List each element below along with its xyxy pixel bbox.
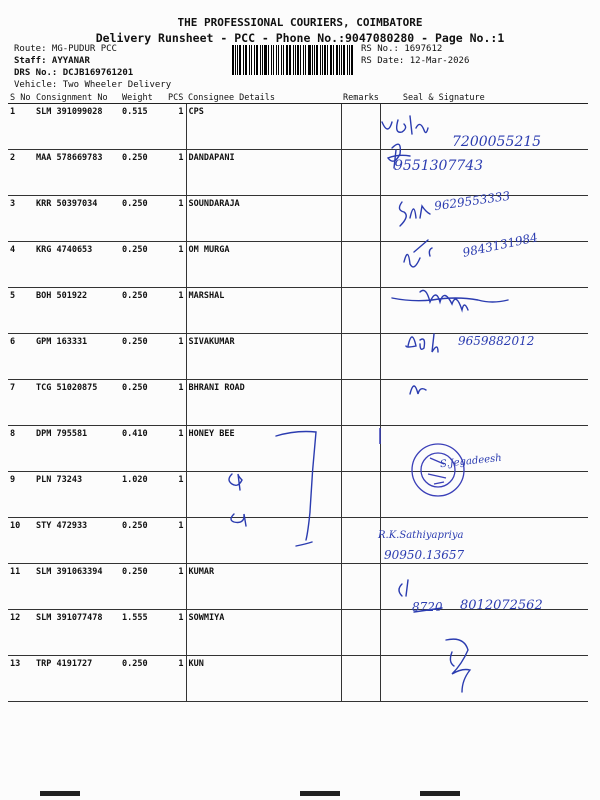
row-consignment: SLM 391077478: [34, 610, 120, 656]
row-consignment: SLM 391063394: [34, 564, 120, 610]
row-consignee: DANDAPANI: [186, 150, 341, 196]
barcode-bar: [312, 45, 313, 75]
row-pcs: 1: [166, 334, 186, 380]
row4-phone-ink: 9843131984: [461, 230, 539, 260]
table-row: [8, 380, 588, 426]
row-consignee: SOUNDARAJA: [186, 196, 341, 242]
barcode-bar: [320, 45, 321, 75]
row-pcs: 1: [166, 426, 186, 472]
row2-phone-ink: 9551307743: [394, 158, 484, 174]
route-label: Route: MG-PUDUR PCC: [14, 44, 117, 54]
barcode-bar: [293, 45, 294, 75]
row-consignment: KRR 50397034: [34, 196, 120, 242]
col-weight: Weight: [120, 92, 166, 104]
row-consignee: BHRANI ROAD: [186, 380, 341, 426]
row-pcs: 1: [166, 150, 186, 196]
row-consignee: CPS: [186, 104, 341, 150]
barcode-bar: [295, 45, 296, 75]
scan-edge-mark: [300, 791, 340, 796]
barcode-bar: [300, 45, 301, 75]
barcode-bar: [273, 45, 274, 75]
row-remarks: [341, 288, 381, 334]
barcode-bar: [347, 45, 348, 75]
table-row: [8, 150, 588, 196]
barcode-bar: [278, 45, 280, 75]
row-consignment: KRG 4740653: [34, 242, 120, 288]
barcode-bar: [351, 45, 353, 75]
barcode-bar: [349, 45, 350, 75]
row-sno: 11: [8, 564, 34, 610]
barcode-bar: [324, 45, 326, 75]
barcode-bar: [254, 45, 256, 75]
row-consignee: KUMAR: [186, 564, 341, 610]
barcode-bar: [235, 45, 236, 75]
row-remarks: [341, 334, 381, 380]
drs-label: DRS No.: DCJB169761201: [14, 68, 134, 78]
row-weight: 0.250: [120, 518, 166, 564]
row-remarks: [341, 380, 381, 426]
row-remarks: [341, 610, 381, 656]
row-sno: 13: [8, 656, 34, 702]
col-consignment: Consignment No: [34, 92, 120, 104]
row-pcs: 1: [166, 288, 186, 334]
row-remarks: [341, 564, 381, 610]
row-consignee: MARSHAL: [186, 288, 341, 334]
barcode-bar: [283, 45, 284, 75]
row-consignee: SIVAKUMAR: [186, 334, 341, 380]
row-weight: 1.555: [120, 610, 166, 656]
row-consignment: TCG 51020875: [34, 380, 120, 426]
barcode-bar: [289, 45, 291, 75]
company-name: THE PROFESSIONAL COURIERS, COIMBATORE: [177, 16, 423, 29]
col-sno: S No: [8, 92, 34, 104]
row-pcs: 1: [166, 518, 186, 564]
barcode-bar: [308, 45, 310, 75]
barcode-bar: [303, 45, 304, 75]
row-weight: 0.250: [120, 656, 166, 702]
row-sno: 3: [8, 196, 34, 242]
barcode-bar: [268, 45, 269, 75]
barcode-bar: [249, 45, 250, 75]
barcode-bar: [264, 45, 266, 75]
row-consignment: DPM 795581: [34, 426, 120, 472]
vehicle-label: Vehicle: Two Wheeler Delivery: [14, 80, 172, 90]
barcode-bar: [330, 45, 332, 75]
table-row: [8, 472, 588, 518]
barcode-bar: [333, 45, 334, 75]
row-pcs: 1: [166, 242, 186, 288]
row-weight: 0.250: [120, 196, 166, 242]
row-remarks: [341, 150, 381, 196]
row-consignee: SOWMIYA: [186, 610, 341, 656]
row-pcs: 1: [166, 610, 186, 656]
row-weight: 0.250: [120, 150, 166, 196]
row-pcs: 1: [166, 472, 186, 518]
table-row: [8, 656, 588, 702]
row-consignment: SLM 391099028: [34, 104, 120, 150]
row-consignee: [186, 518, 341, 564]
row-consignment: MAA 578669783: [34, 150, 120, 196]
barcode-bar: [336, 45, 338, 75]
barcode-bar: [341, 45, 342, 75]
scan-edge-mark: [40, 791, 80, 796]
barcode-bar: [305, 45, 307, 75]
row-consignment: STY 472933: [34, 518, 120, 564]
row-consignment: PLN 73243: [34, 472, 120, 518]
row11-phone-ink: 90950.13657: [384, 548, 465, 562]
table-row: [8, 610, 588, 656]
row-pcs: 1: [166, 104, 186, 150]
rs-number: RS No.: 1697612: [361, 44, 443, 54]
row-consignment: TRP 4191727: [34, 656, 120, 702]
row-sno: 9: [8, 472, 34, 518]
barcode-bar: [260, 45, 261, 75]
row-weight: 0.250: [120, 242, 166, 288]
barcode-bar: [251, 45, 252, 75]
row-sno: 4: [8, 242, 34, 288]
row-sno: 5: [8, 288, 34, 334]
row-remarks: [341, 196, 381, 242]
scan-edge-mark: [420, 791, 460, 796]
barcode-bar: [297, 45, 299, 75]
row-sno: 6: [8, 334, 34, 380]
barcode-bar: [232, 45, 234, 75]
table-row: [8, 518, 588, 564]
barcode-bar: [276, 45, 277, 75]
staff-label: Staff: AYYANAR: [14, 56, 90, 66]
barcode-bar: [256, 45, 258, 75]
row-remarks: [341, 518, 381, 564]
barcode-bar: [271, 45, 273, 75]
barcode-bar: [243, 45, 244, 75]
table-row: [8, 426, 588, 472]
barcode-bar: [237, 45, 238, 75]
row-remarks: [341, 472, 381, 518]
row-remarks: [341, 426, 381, 472]
row-signature: [381, 656, 588, 702]
row-remarks: [341, 656, 381, 702]
row-weight: 0.250: [120, 288, 166, 334]
row-signature: [381, 288, 588, 334]
row-remarks: [341, 104, 381, 150]
row-weight: 1.020: [120, 472, 166, 518]
row-consignee: KUN: [186, 656, 341, 702]
col-signature: Seal & Signature: [381, 92, 588, 104]
barcode-bar: [262, 45, 263, 75]
col-consignee: Consignee Details: [186, 92, 341, 104]
barcode-bar: [239, 45, 241, 75]
row11-name-ink: R.K.Sathiyapriya: [378, 530, 464, 541]
runsheet-title: Delivery Runsheet - PCC - Phone No.:9047080280 - Page No.:1: [95, 31, 505, 45]
row-sno: 8: [8, 426, 34, 472]
row-weight: 0.515: [120, 104, 166, 150]
col-pcs: PCS: [166, 92, 186, 104]
row-pcs: 1: [166, 564, 186, 610]
row-signature: [381, 610, 588, 656]
row-weight: 0.250: [120, 564, 166, 610]
row-sno: 12: [8, 610, 34, 656]
row12-phone-ink: 8012072562: [460, 598, 543, 613]
rs-date: RS Date: 12-Mar-2026: [361, 56, 470, 66]
row9-stamp-signature: S.Jegadeesh: [439, 452, 503, 471]
barcode-bar: [343, 45, 345, 75]
barcode-bar: [286, 45, 288, 75]
row-consignment: BOH 501922: [34, 288, 120, 334]
row-weight: 0.250: [120, 380, 166, 426]
row-consignment: GPM 163331: [34, 334, 120, 380]
barcode-bar: [339, 45, 340, 75]
row-sno: 1: [8, 104, 34, 150]
row-signature: [381, 380, 588, 426]
barcode-bar: [314, 45, 315, 75]
row-weight: 0.410: [120, 426, 166, 472]
row-remarks: [341, 242, 381, 288]
col-remarks: Remarks: [343, 92, 379, 103]
row-pcs: 1: [166, 380, 186, 426]
row-pcs: 1: [166, 196, 186, 242]
row12-struck-ink: 8720: [412, 600, 443, 614]
row-consignee: OM MURGA: [186, 242, 341, 288]
row6-phone-ink: 9659882012: [458, 334, 535, 348]
barcode-bar: [281, 45, 282, 75]
row3-phone-ink: 9629553333: [433, 188, 511, 214]
row-sno: 10: [8, 518, 34, 564]
barcode-bar: [316, 45, 318, 75]
barcode-bar: [327, 45, 328, 75]
row-sno: 7: [8, 380, 34, 426]
barcode-bar: [245, 45, 247, 75]
row-consignee: HONEY BEE: [186, 426, 341, 472]
table-header-row: [8, 92, 588, 104]
row-pcs: 1: [166, 656, 186, 702]
row-weight: 0.250: [120, 334, 166, 380]
row-signature: [381, 472, 588, 518]
barcode-bar: [322, 45, 323, 75]
row-sno: 2: [8, 150, 34, 196]
row1-phone-ink: 7200055215: [452, 134, 542, 150]
barcode: [232, 45, 354, 75]
table-row: [8, 288, 588, 334]
row-consignee: [186, 472, 341, 518]
